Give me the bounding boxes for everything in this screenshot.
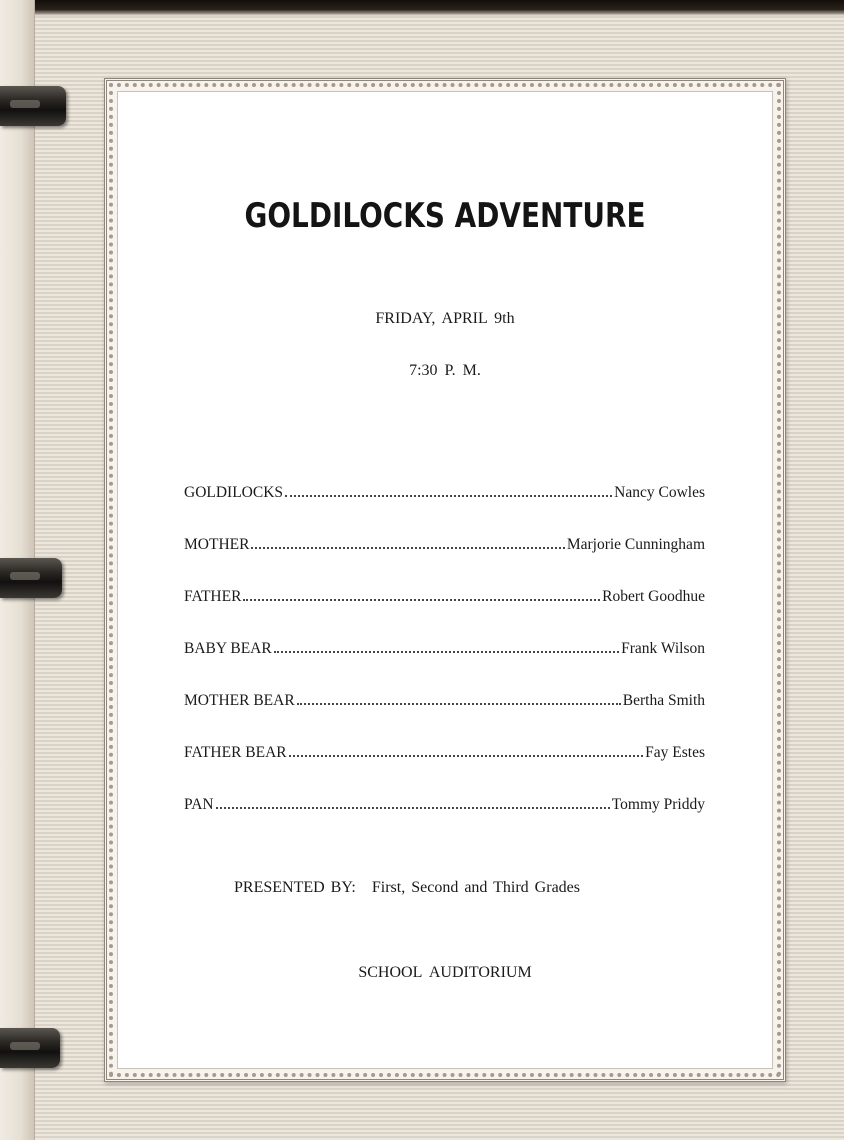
dot-leader — [289, 754, 644, 757]
program-decorative-border — [104, 78, 786, 1082]
presented-by-value: First, Second and Third Grades — [371, 879, 580, 896]
cast-role: FATHER BEAR — [184, 744, 287, 761]
cast-row — [184, 588, 705, 640]
binder-ring-icon — [0, 86, 66, 126]
cast-actor: Nancy Cowles — [614, 484, 705, 501]
cast-actor: Fay Estes — [645, 744, 705, 761]
dot-leader — [243, 598, 600, 601]
cast-row — [184, 640, 705, 692]
cast-role: MOTHER — [184, 536, 250, 553]
page-edge-shadow — [0, 0, 844, 16]
cast-row — [184, 796, 705, 848]
cast-actor: Robert Goodhue — [602, 588, 705, 605]
venue: SCHOOL AUDITORIUM — [358, 964, 532, 981]
cast-actor: Tommy Priddy — [611, 796, 705, 813]
cast-actor: Marjorie Cunningham — [566, 536, 705, 553]
cast-row — [184, 484, 705, 536]
dot-leader — [274, 650, 619, 653]
cast-list — [184, 484, 705, 848]
cast-role: BABY BEAR — [184, 640, 272, 657]
dot-leader — [297, 702, 621, 705]
cast-row — [184, 744, 705, 796]
dot-leader — [285, 494, 612, 497]
binder-ring-icon — [0, 1028, 60, 1068]
program-card — [117, 91, 773, 1069]
cast-row — [184, 692, 705, 744]
presented-by-line — [234, 879, 772, 897]
program-title: GOLDILOCKS ADVENTURE — [244, 196, 646, 236]
cast-actor: Bertha Smith — [622, 692, 705, 709]
cast-row — [184, 536, 705, 588]
binder-ring-icon — [0, 558, 62, 598]
cast-role: MOTHER BEAR — [184, 692, 295, 709]
cast-actor: Frank Wilson — [621, 640, 705, 657]
dot-leader — [216, 806, 610, 809]
performance-date: FRIDAY, APRIL 9th — [375, 310, 515, 327]
cast-role: GOLDILOCKS — [184, 484, 284, 501]
dot-leader — [251, 546, 564, 549]
performance-time: 7:30 P. M. — [409, 362, 481, 379]
cast-role: FATHER — [184, 588, 242, 605]
cast-role: PAN — [184, 796, 214, 813]
presented-by-label: PRESENTED BY: — [234, 879, 356, 896]
